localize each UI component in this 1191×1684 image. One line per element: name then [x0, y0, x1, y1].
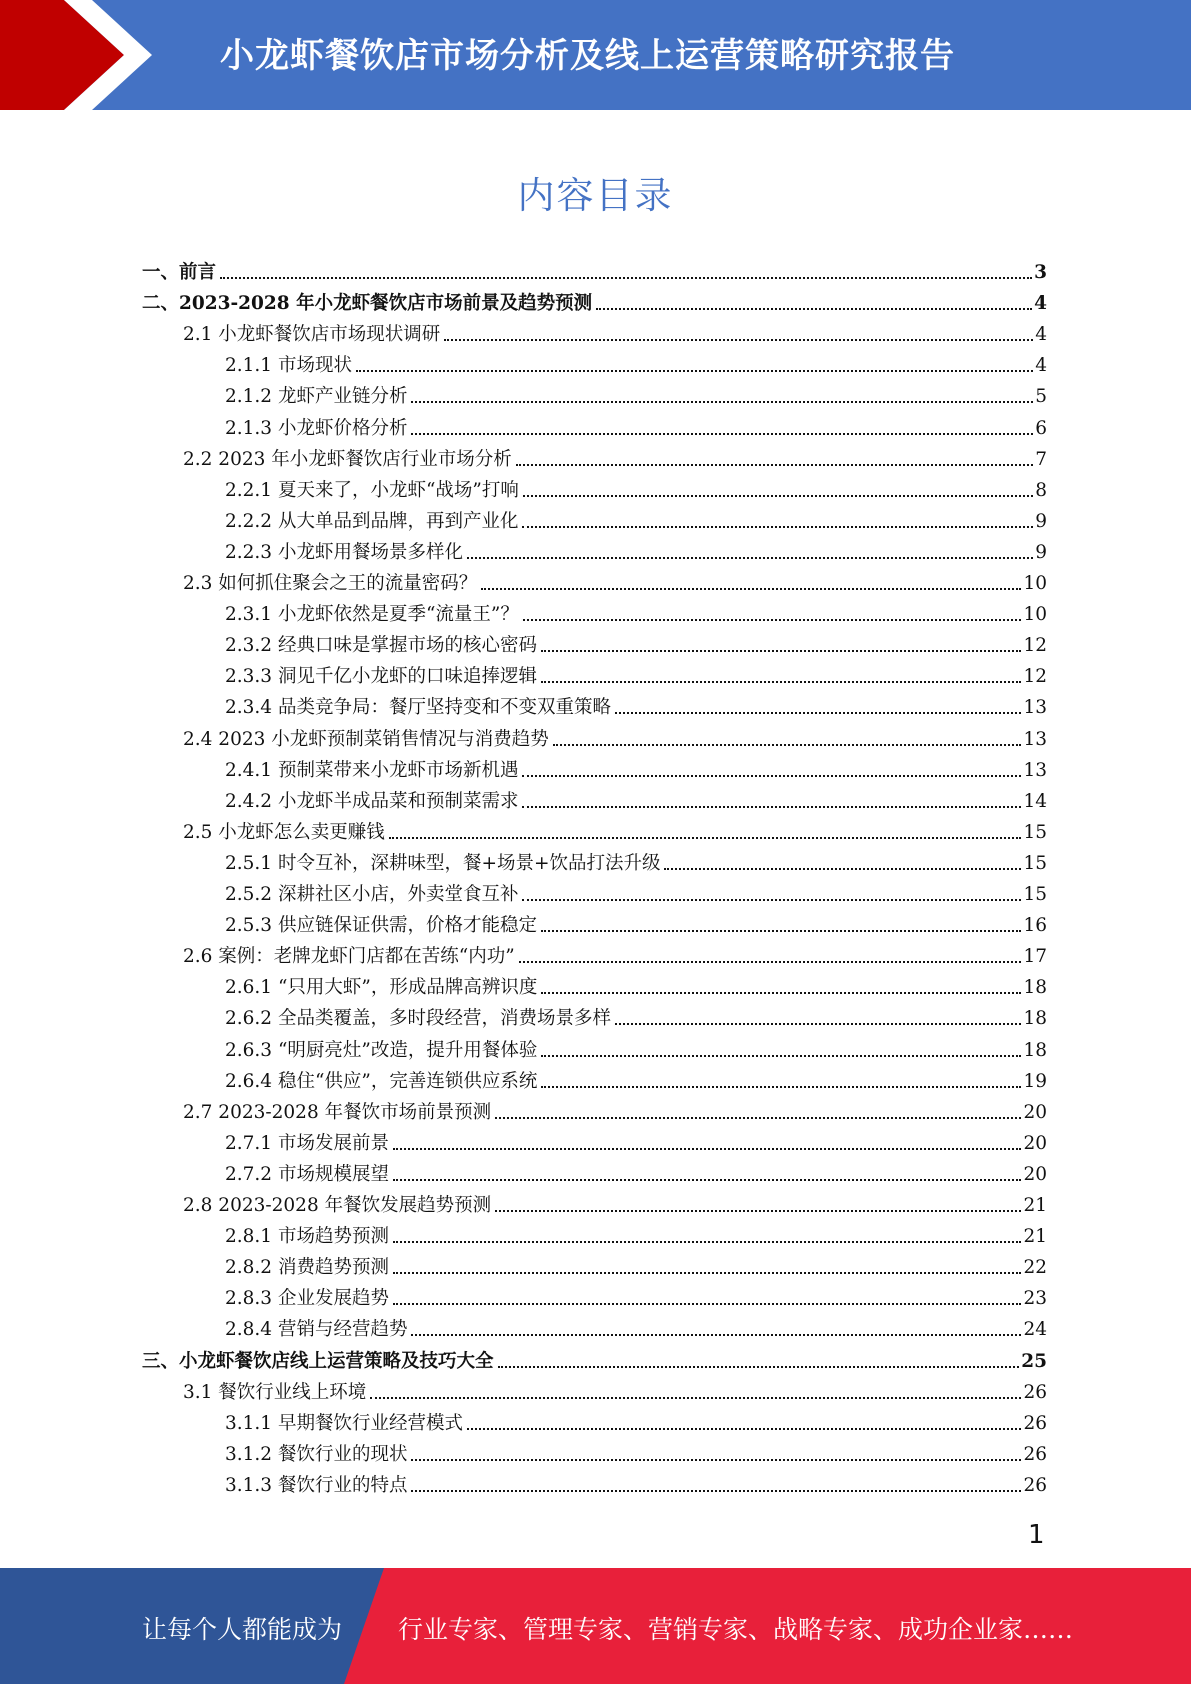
toc-entry[interactable] — [183, 720, 1047, 751]
toc-entry-page: 24 — [1023, 1319, 1047, 1341]
toc-dot-leader — [393, 1303, 1021, 1305]
toc-entry-page: 5 — [1035, 386, 1047, 408]
toc-entry-page: 26 — [1023, 1474, 1047, 1496]
toc-entry-page: 19 — [1023, 1070, 1047, 1092]
toc-dot-leader — [220, 277, 1032, 279]
toc-entry[interactable] — [225, 409, 1047, 440]
toc-heading: 内容目录 — [517, 174, 674, 217]
toc-dot-leader — [523, 619, 1022, 621]
toc-entry[interactable] — [225, 1279, 1047, 1310]
toc-entry-page: 9 — [1035, 510, 1047, 532]
toc-entry-page: 18 — [1023, 977, 1047, 999]
toc-dot-leader — [393, 1241, 1021, 1243]
toc-entry[interactable] — [225, 968, 1047, 999]
toc-entry[interactable] — [142, 253, 1047, 284]
toc-entry[interactable] — [225, 595, 1047, 626]
toc-entry-label: 2.6.2 全品类覆盖，多时段经营，消费场景多样 — [225, 1008, 611, 1030]
toc-entry-label: 2.6 案例：老牌龙虾门店都在苦练“内功” — [183, 946, 515, 968]
toc-dot-leader — [615, 712, 1021, 714]
toc-dot-leader — [393, 1179, 1021, 1181]
toc-entry-page: 22 — [1023, 1257, 1047, 1279]
toc-entry[interactable] — [225, 999, 1047, 1030]
toc-entry[interactable] — [225, 844, 1047, 875]
toc-entry-label: 2.5.2 深耕社区小店，外卖堂食互补 — [225, 884, 519, 905]
toc-dot-leader — [541, 930, 1021, 932]
toc-entry-page: 15 — [1023, 821, 1047, 843]
toc-dot-leader — [393, 1272, 1021, 1274]
toc-dot-leader — [541, 681, 1021, 683]
toc-entry-label: 2.3 如何抓住聚会之王的流量密码？ — [183, 573, 478, 594]
toc-dot-leader — [522, 899, 1021, 901]
toc-entry[interactable] — [225, 906, 1047, 937]
toc-entry-page: 17 — [1023, 946, 1047, 968]
toc-entry[interactable] — [225, 751, 1047, 782]
toc-entry-label: 2.5.3 供应链保证供需，价格才能稳定 — [225, 915, 537, 937]
footer-slogan-right: 行业专家、管理专家、营销专家、战略专家、成功企业家…… — [398, 1615, 1074, 1644]
toc-entry-page: 18 — [1023, 1008, 1047, 1030]
toc-entry-label: 2.4.2 小龙虾半成品菜和预制菜需求 — [225, 790, 519, 812]
toc-entry-label: 2.4.1 预制菜带来小龙虾市场新机遇 — [225, 759, 519, 781]
toc-entry-page: 14 — [1023, 790, 1047, 812]
toc-entry-label: 2.3.2 经典口味是掌握市场的核心密码 — [225, 635, 537, 657]
toc-entry-page: 4 — [1034, 293, 1047, 315]
toc-dot-leader — [664, 868, 1021, 870]
toc-entry-label: 2.8.1 市场趋势预测 — [225, 1226, 389, 1248]
toc-dot-leader — [370, 1397, 1021, 1399]
toc-dot-leader — [467, 557, 1033, 559]
toc-entry[interactable] — [225, 1124, 1047, 1155]
toc-entry[interactable] — [183, 813, 1047, 844]
toc-dot-leader — [411, 433, 1033, 435]
toc-entry-label: 2.2 2023 年小龙虾餐饮店行业市场分析 — [183, 448, 512, 470]
toc-dot-leader — [356, 370, 1033, 372]
toc-entry-page: 21 — [1023, 1195, 1047, 1216]
toc-entry-label: 2.4 2023 小龙虾预制菜销售情况与消费趋势 — [183, 728, 549, 750]
toc-entry[interactable] — [225, 377, 1047, 408]
toc-entry[interactable] — [225, 471, 1047, 502]
toc-entry[interactable] — [225, 1466, 1047, 1497]
toc-entry-page: 7 — [1035, 448, 1047, 470]
toc-entry-page: 3 — [1034, 262, 1047, 283]
footer-slogan-left: 让每个人都能成为 — [142, 1615, 343, 1644]
toc-dot-leader — [481, 588, 1021, 590]
toc-dot-leader — [411, 1459, 1021, 1461]
toc-dot-leader — [411, 1490, 1021, 1492]
toc-entry[interactable] — [225, 1248, 1047, 1279]
toc-dot-leader — [495, 1117, 1021, 1119]
toc-entry-label: 2.6.3 “明厨亮灶”改造，提升用餐体验 — [225, 1039, 538, 1061]
header-banner — [0, 0, 1191, 110]
toc-entry-label: 2.8.2 消费趋势预测 — [225, 1257, 389, 1279]
toc-entry-page: 13 — [1023, 697, 1047, 719]
toc-entry[interactable] — [225, 875, 1047, 906]
toc-entry-page: 21 — [1023, 1226, 1047, 1248]
toc-dot-leader — [541, 1086, 1021, 1088]
toc-entry[interactable] — [225, 502, 1047, 533]
toc-entry-label: 2.6.4 稳住“供应”，完善连锁供应系统 — [225, 1070, 538, 1092]
toc-dot-leader — [522, 775, 1021, 777]
toc-dot-leader — [523, 495, 1033, 497]
toc-entry[interactable] — [183, 440, 1047, 471]
toc-entry-page: 13 — [1023, 759, 1047, 781]
toc-dot-leader — [541, 992, 1021, 994]
toc-entry-page: 25 — [1021, 1350, 1047, 1372]
toc-entry-label: 2.2.2 从大单品到品牌，再到产业化 — [225, 510, 519, 532]
toc-entry-label: 2.7.2 市场规模展望 — [225, 1163, 389, 1185]
toc-entry-page: 26 — [1023, 1412, 1047, 1434]
toc-entry[interactable] — [142, 1342, 1047, 1373]
toc-entry[interactable] — [183, 1093, 1047, 1124]
toc-entry[interactable] — [225, 782, 1047, 813]
toc-entry-page: 10 — [1023, 604, 1047, 626]
toc-entry[interactable] — [225, 657, 1047, 688]
toc-entry[interactable] — [225, 1155, 1047, 1186]
toc-dot-leader — [522, 526, 1033, 528]
toc-entry[interactable] — [225, 1435, 1047, 1466]
toc-entry[interactable] — [183, 937, 1047, 968]
toc-entry-page: 20 — [1023, 1132, 1047, 1154]
toc-entry-label: 一、前言 — [142, 262, 217, 283]
report-title: 小龙虾餐饮店市场分析及线上运营策略研究报告 — [220, 36, 955, 76]
toc-entry-label: 2.2.1 夏天来了，小龙虾“战场”打响 — [225, 479, 519, 501]
toc-entry-label: 3.1.3 餐饮行业的特点 — [225, 1474, 408, 1496]
toc-dot-leader — [411, 1334, 1021, 1336]
toc-entry[interactable] — [225, 1404, 1047, 1435]
toc-entry-label: 2.1 小龙虾餐饮店市场现状调研 — [183, 324, 441, 346]
toc-entry-page: 6 — [1035, 417, 1047, 439]
toc-entry-label: 2.8 2023-2028 年餐饮发展趋势预测 — [183, 1195, 492, 1216]
toc-entry[interactable] — [142, 284, 1047, 315]
toc-entry-page: 12 — [1023, 666, 1047, 688]
toc-entry-label: 2.5 小龙虾怎么卖更赚钱 — [183, 821, 385, 843]
toc-dot-leader — [553, 744, 1022, 746]
page-number: 1 — [1028, 1520, 1045, 1550]
toc-dot-leader — [495, 1210, 1021, 1212]
toc-entry-label: 2.5.1 时令互补，深耕味型，餐+场景+饮品打法升级 — [225, 852, 661, 874]
toc-entry-label: 2.3.4 品类竞争局：餐厅坚持变和不变双重策略 — [225, 697, 611, 719]
toc-entry-page: 20 — [1023, 1101, 1047, 1123]
toc-dot-leader — [522, 806, 1021, 808]
toc-entry-page: 20 — [1023, 1163, 1047, 1185]
toc-entry[interactable] — [225, 346, 1047, 377]
toc-entry-label: 2.6.1 “只用大虾”，形成品牌高辨识度 — [225, 977, 538, 999]
toc-entry-label: 2.2.3 小龙虾用餐场景多样化 — [225, 541, 463, 563]
toc-entry[interactable] — [225, 1310, 1047, 1341]
toc-dot-leader — [389, 837, 1022, 839]
toc-entry-label: 二、2023-2028 年小龙虾餐饮店市场前景及趋势预测 — [142, 293, 593, 315]
toc-entry-label: 2.1.1 市场现状 — [225, 355, 352, 377]
toc-entry-label: 3.1.1 早期餐饮行业经营模式 — [225, 1412, 463, 1434]
toc-entry[interactable] — [225, 688, 1047, 719]
toc-entry-page: 15 — [1023, 852, 1047, 874]
toc-entry-page: 4 — [1035, 324, 1047, 346]
toc-entry-label: 2.1.3 小龙虾价格分析 — [225, 417, 408, 439]
toc-entry-label: 3.1.2 餐饮行业的现状 — [225, 1443, 408, 1465]
footer-banner — [0, 1568, 1191, 1684]
toc-entry[interactable] — [183, 315, 1047, 346]
toc-entry-page: 10 — [1023, 573, 1047, 594]
toc-entry-page: 26 — [1023, 1443, 1047, 1465]
toc-entry-page: 9 — [1035, 541, 1047, 563]
toc-dot-leader — [393, 1148, 1021, 1150]
toc-dot-leader — [615, 1023, 1021, 1025]
toc-entry[interactable] — [225, 1031, 1047, 1062]
toc-entry-label: 三、小龙虾餐饮店线上运营策略及技巧大全 — [142, 1350, 494, 1372]
toc-entry[interactable] — [225, 1217, 1047, 1248]
toc-dot-leader — [541, 1055, 1021, 1057]
toc-dot-leader — [519, 961, 1022, 963]
toc-entry[interactable] — [225, 533, 1047, 564]
toc-entry-label: 2.3.3 洞见千亿小龙虾的口味追捧逻辑 — [225, 666, 537, 688]
toc-entry-page: 26 — [1023, 1381, 1047, 1403]
toc-dot-leader — [516, 464, 1033, 466]
toc-entry-label: 3.1 餐饮行业线上环境 — [183, 1381, 367, 1403]
toc-entry-label: 2.8.3 企业发展趋势 — [225, 1288, 389, 1310]
toc-entry-page: 12 — [1023, 635, 1047, 657]
toc-entry-label: 2.1.2 龙虾产业链分析 — [225, 386, 408, 408]
toc-entry-label: 2.8.4 营销与经营趋势 — [225, 1319, 408, 1341]
toc-dot-leader — [411, 401, 1033, 403]
toc-entry-page: 13 — [1023, 728, 1047, 750]
toc-entry-page: 15 — [1023, 884, 1047, 905]
toc-entry-page: 16 — [1023, 915, 1047, 937]
toc-dot-leader — [467, 1428, 1021, 1430]
toc-entry-page: 23 — [1023, 1288, 1047, 1310]
toc-entry-page: 8 — [1035, 479, 1047, 501]
toc-entry[interactable] — [225, 626, 1047, 657]
toc-entry-label: 2.3.1 小龙虾依然是夏季“流量王”？ — [225, 604, 519, 626]
toc-dot-leader — [498, 1366, 1020, 1368]
toc-entry-page: 4 — [1035, 355, 1047, 377]
toc-dot-leader — [444, 339, 1033, 341]
toc-entry[interactable] — [225, 1062, 1047, 1093]
toc-entry[interactable] — [183, 1186, 1047, 1217]
toc-entry[interactable] — [183, 564, 1047, 595]
toc-dot-leader — [541, 650, 1021, 652]
toc-entry[interactable] — [183, 1373, 1047, 1404]
toc-entry-page: 18 — [1023, 1039, 1047, 1061]
toc-dot-leader — [596, 308, 1032, 310]
toc-entry-label: 2.7 2023-2028 年餐饮市场前景预测 — [183, 1101, 492, 1123]
toc-entry-label: 2.7.1 市场发展前景 — [225, 1132, 389, 1154]
